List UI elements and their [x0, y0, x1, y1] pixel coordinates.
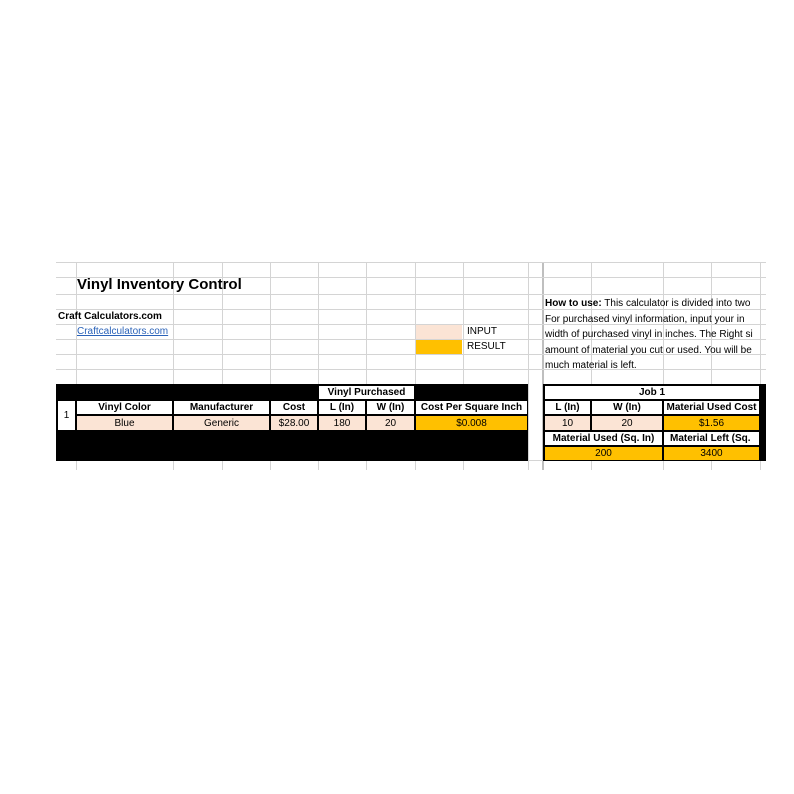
material-left-header: Material Left (Sq. — [663, 431, 760, 446]
grid-line — [56, 294, 766, 295]
material-used-sq-result: 200 — [544, 446, 663, 461]
length-input[interactable]: 180 — [318, 415, 366, 431]
material-used-sq-header: Material Used (Sq. In) — [544, 431, 663, 446]
input-legend-swatch — [416, 325, 462, 339]
job-length-header: L (In) — [544, 400, 591, 415]
cost-header: Cost — [270, 400, 318, 415]
instructions-heading: How to use: — [545, 298, 602, 309]
brand-label: Craft Calculators.com — [58, 311, 162, 322]
spreadsheet — [56, 262, 766, 472]
job-length-input[interactable]: 10 — [544, 415, 591, 431]
instructions-line: For purchased vinyl information, input your in — [545, 313, 745, 325]
width-header: W (In) — [366, 400, 415, 415]
vinyl-purchased-group-header: Vinyl Purchased — [318, 385, 415, 400]
result-legend-label: RESULT — [467, 341, 506, 352]
material-used-cost-header: Material Used Cost — [663, 400, 760, 415]
manufacturer-header: Manufacturer — [173, 400, 270, 415]
grid-line — [56, 262, 766, 263]
vinyl-color-header: Vinyl Color — [76, 400, 173, 415]
manufacturer-input[interactable]: Generic — [173, 415, 270, 431]
width-input[interactable]: 20 — [366, 415, 415, 431]
instructions-line: much material is left. — [545, 360, 637, 371]
vinyl-color-input[interactable]: Blue — [76, 415, 173, 431]
cost-per-square-inch-result: $0.008 — [415, 415, 528, 431]
material-used-cost-result: $1.56 — [663, 415, 760, 431]
sheet-title: Vinyl Inventory Control — [77, 276, 242, 293]
website-link[interactable]: Craftcalculators.com — [77, 326, 169, 337]
instructions — [545, 296, 766, 374]
instructions-line: This calculator is divided into two — [601, 298, 751, 309]
instructions-line: amount of material you cut or used. You will be — [545, 344, 752, 356]
length-header: L (In) — [318, 400, 366, 415]
cost-per-square-inch-header: Cost Per Square Inch — [415, 400, 528, 415]
job-width-header: W (In) — [591, 400, 663, 415]
job-width-input[interactable]: 20 — [591, 415, 663, 431]
instructions-line: width of purchased vinyl in inches. The Right si — [545, 329, 753, 340]
row-number: 1 — [57, 400, 76, 431]
input-legend-label: INPUT — [467, 326, 497, 337]
material-left-result: 3400 — [663, 446, 760, 461]
job-header: Job 1 — [544, 385, 760, 400]
cost-input[interactable]: $28.00 — [270, 415, 318, 431]
result-legend-swatch — [416, 340, 462, 354]
